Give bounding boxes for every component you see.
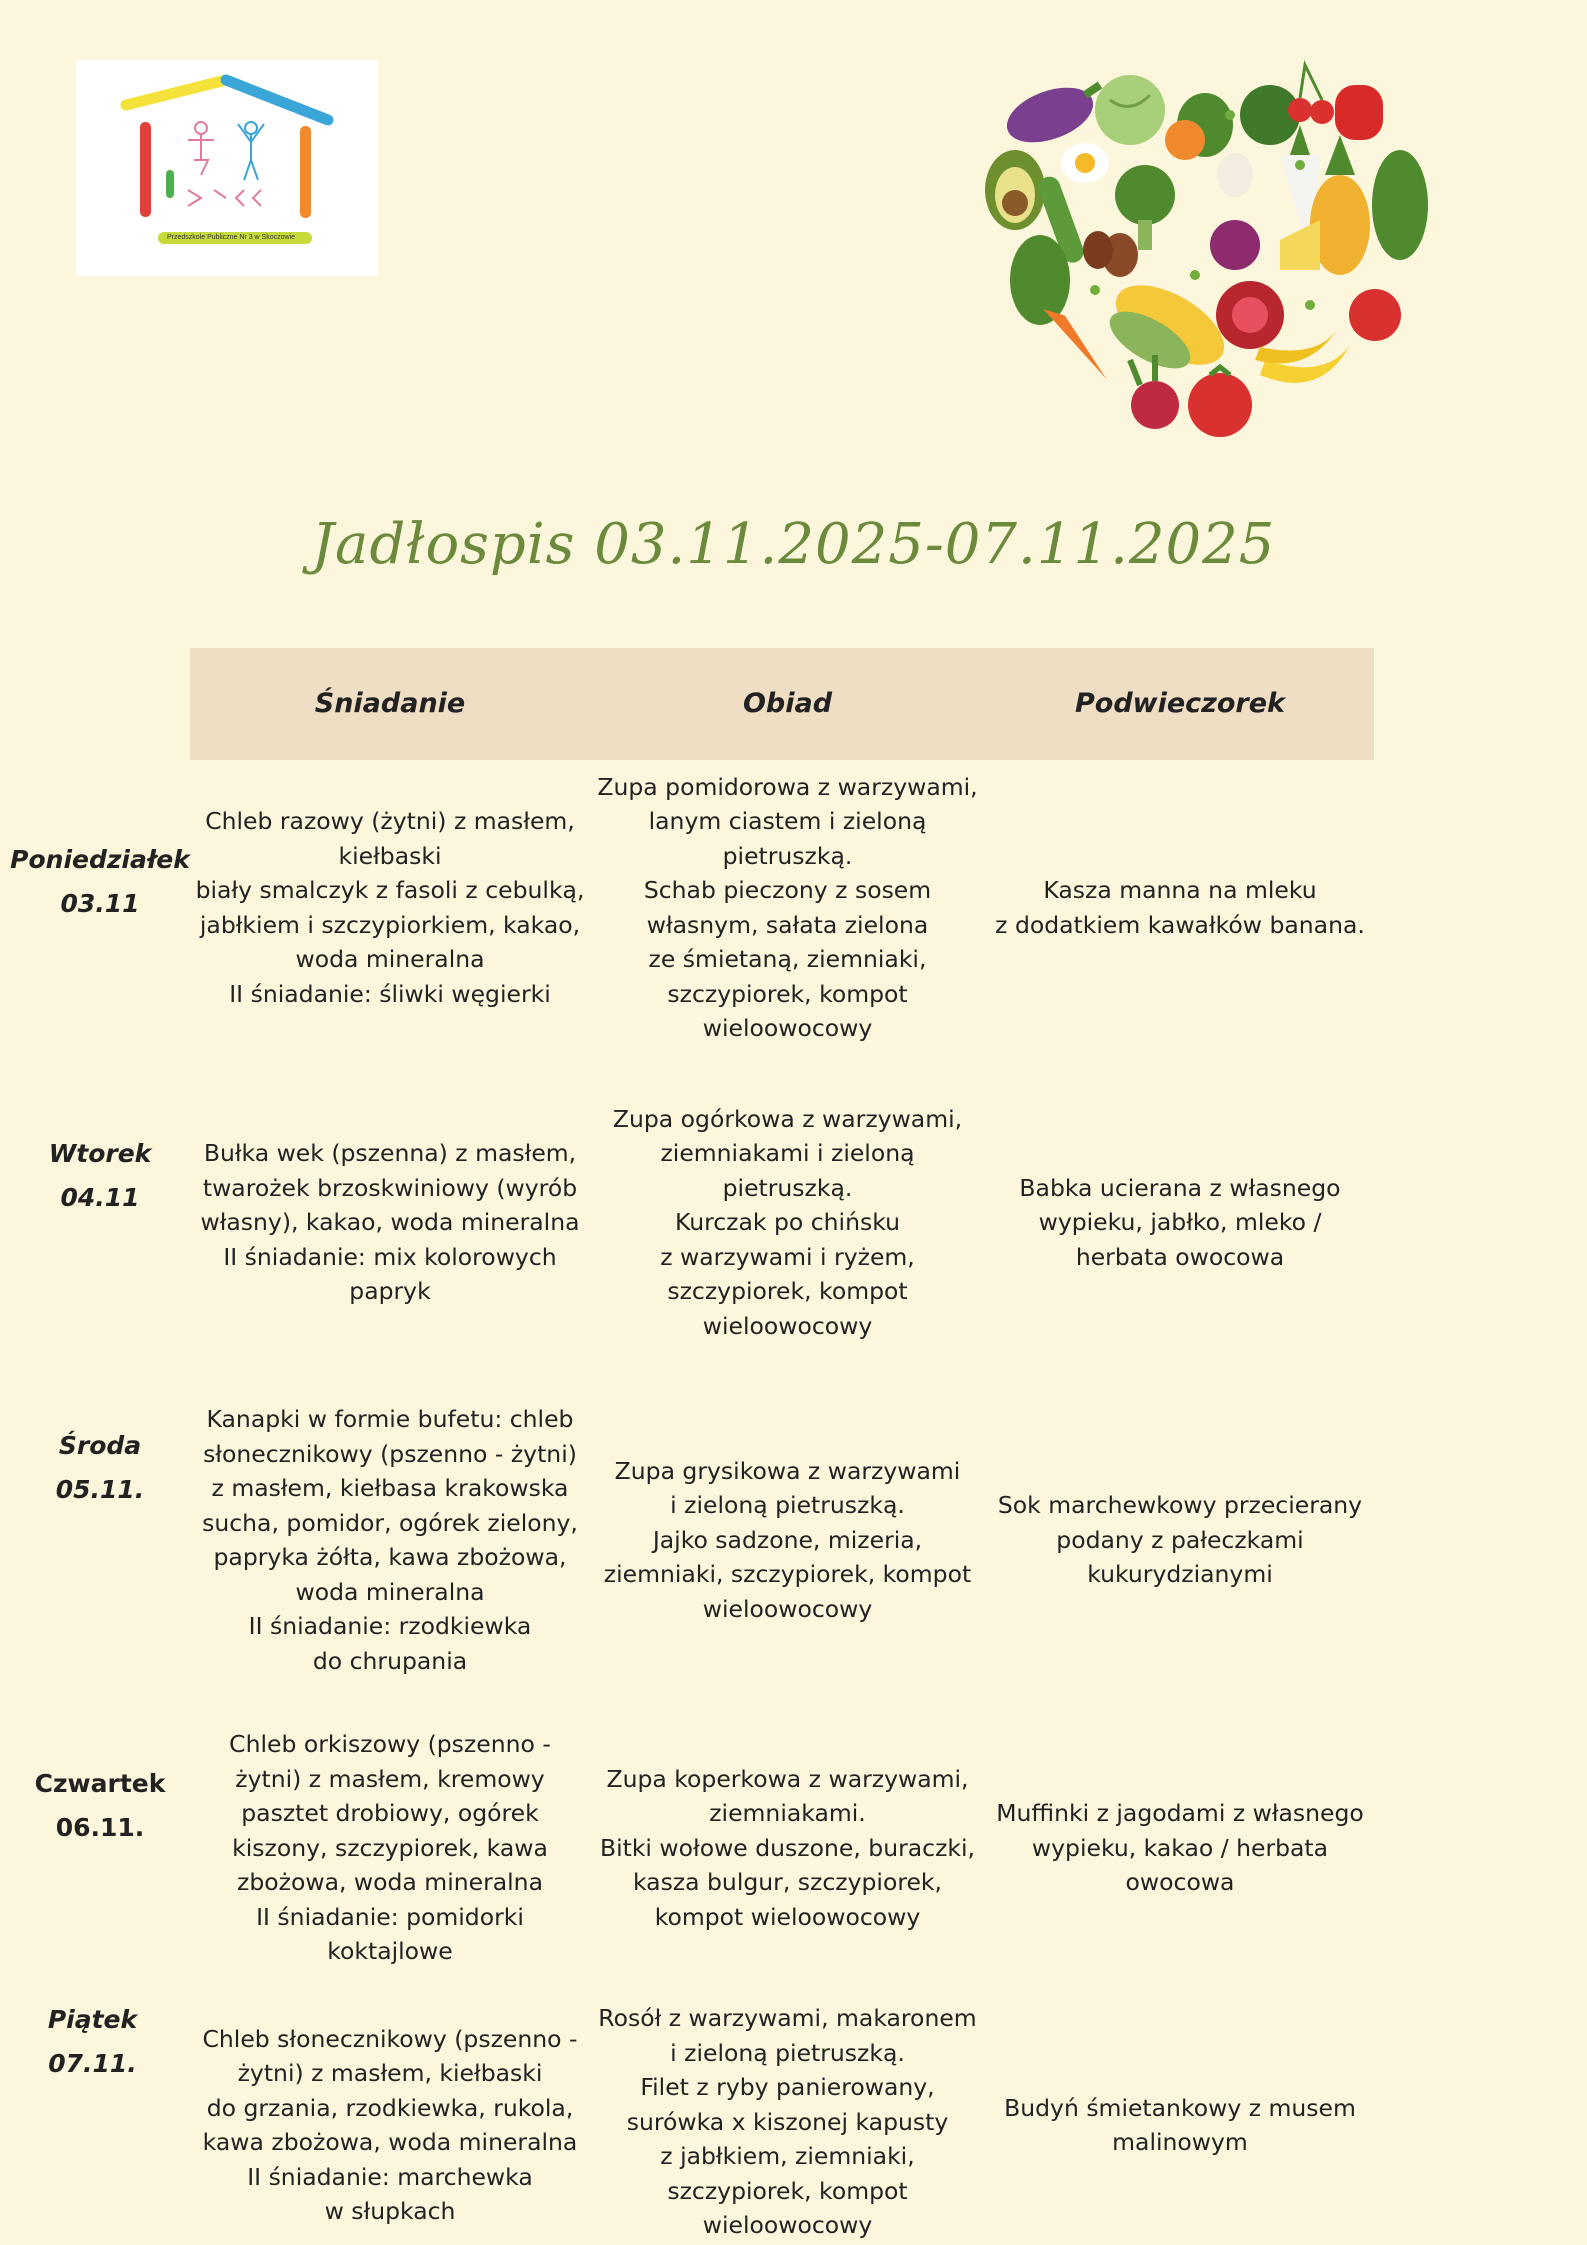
orange-icon [1165, 120, 1205, 160]
lunch-cell: Rosół z warzywami, makaronem i zieloną pietruszką. Filet z ryby panierowany, surówka x kiszonej kapusty z jabłkiem, ziemniaki, szczypiorek, kompot wieloowocowy [598, 2004, 977, 2240]
lunch-cell: Zupa pomidorowa z warzywami, lanym ciastem i zieloną pietruszką. Schab pieczony z sosem własnym, sałata zielona ze śmietaną, ziemniaki, szczypiorek, kompot wieloowocowy [597, 772, 978, 1042]
avocado-icon [985, 150, 1045, 230]
lunch-cell: Zupa koperkowa z warzywami, ziemniakami. Bitki wołowe duszone, buraczki, kasza bulgur, szczypiorek, kompot wieloowocowy [599, 1764, 976, 1931]
lunch-cell: Zupa grysikowa z warzywami i zieloną pietruszką. Jajko sadzone, mizeria, ziemniaki, szczypiorek, kompot wieloowocowy [603, 1456, 972, 1623]
pomegranate-icon [1216, 281, 1284, 349]
chestnuts-icon [1083, 231, 1138, 277]
day-label [0, 838, 200, 926]
day-date: 06.11. [55, 1813, 145, 1842]
snack-cell: Babka ucierana z własnego wypieku, jabłko, mleko / herbata owocowa [1019, 1173, 1341, 1271]
day-name: Piątek [47, 2005, 138, 2034]
header-lunch: Obiad [742, 688, 833, 719]
breakfast-cell: Chleb orkiszowy (pszenno - żytni) z masłem, kremowy pasztet drobiowy, ogórek kiszony, szczypiorek, kawa zbożowa, woda mineralna II śniadanie: pomidorki koktajlowe [229, 1730, 551, 1966]
table-header [190, 648, 1374, 760]
snack-cell: Sok marchewkowy przecierany podany z pałeczkami kukurydzianymi [997, 1491, 1363, 1589]
day-label [0, 1762, 200, 1850]
lunch-cell: Zupa ogórkowa z warzywami, ziemniakami i zieloną pietruszką. Kurczak po chińsku z warzywami i ryżem, szczypiorek, kompot wieloowocowy [612, 1104, 963, 1340]
header-snack: Podwieczorek [1074, 688, 1286, 719]
breakfast-cell: Chleb słonecznikowy (pszenno - żytni) z masłem, kiełbaski do grzania, rzodkiewka, rukola, kawa zbożowa, woda mineralna II śniadanie: marchewka w słupkach [202, 2024, 578, 2225]
page-title: Jadłospis 03.11.2025-07.11.2025 [311, 512, 1276, 577]
kindergarten-logo [76, 60, 378, 276]
logo-caption: Przedszkole Publiczne Nr 3 w Skoczowie [167, 234, 295, 241]
leafy-green-icon [1010, 235, 1070, 325]
day-date: 03.11 [60, 889, 140, 918]
kale-icon [1372, 150, 1428, 260]
breakfast-cell: Bułka wek (pszenna) z masłem, twarożek brzoskwiniowy (wyrób własny), kakao, woda mineralna II śniadanie: mix kolorowych papryk [200, 1139, 580, 1306]
beet-icon [1210, 220, 1260, 270]
egg-icon [1061, 143, 1109, 183]
snack-cell: Budyń śmietankowy z musem malinowym [1004, 2093, 1356, 2156]
day-label [0, 1998, 185, 2086]
apple-icon [1349, 289, 1401, 341]
breakfast-cell: Kanapki w formie bufetu: chleb słonecznikowy (pszenno - żytni) z masłem, kiełbasa krakowska sucha, pomidor, ogórek zielony, papryka żółta, kawa zbożowa, woda mineralna II śniadanie: rzodkiewka do chrupania [202, 1405, 578, 1675]
corn-icon [1101, 269, 1237, 381]
day-date: 07.11. [48, 2049, 137, 2078]
header-breakfast: Śniadanie [314, 688, 466, 719]
breakfast-cell: Chleb razowy (żytni) z masłem, kiełbaski biały smalczyk z fasoli z cebulką, jabłkiem i szczypiorkiem, kakao, woda mineralna II śniadanie: śliwki węgierki [195, 807, 585, 1008]
snack-cell: Kasza manna na mleku z dodatkiem kawałków banana. [995, 876, 1365, 939]
cabbage-icon [1095, 75, 1165, 145]
eggplant-icon [1000, 77, 1101, 153]
cheese-icon [1280, 220, 1320, 270]
day-name: Poniedziałek [10, 845, 190, 874]
day-name: Środa [58, 1431, 142, 1460]
day-name: Czwartek [34, 1769, 166, 1798]
pepper-icon [1335, 85, 1383, 140]
day-label [0, 1424, 200, 1512]
day-name: Wtorek [48, 1139, 152, 1168]
day-label [0, 1132, 200, 1220]
day-date: 05.11. [55, 1475, 145, 1504]
garlic-icon [1217, 153, 1253, 197]
snack-cell: Muffinki z jagodami z własnego wypieku, kakao / herbata owocowa [996, 1799, 1364, 1897]
vegetable-heart-illustration [980, 55, 1450, 465]
day-date: 04.11 [60, 1183, 140, 1212]
tomato-icon [1188, 367, 1252, 437]
cherries-icon [1288, 65, 1334, 124]
